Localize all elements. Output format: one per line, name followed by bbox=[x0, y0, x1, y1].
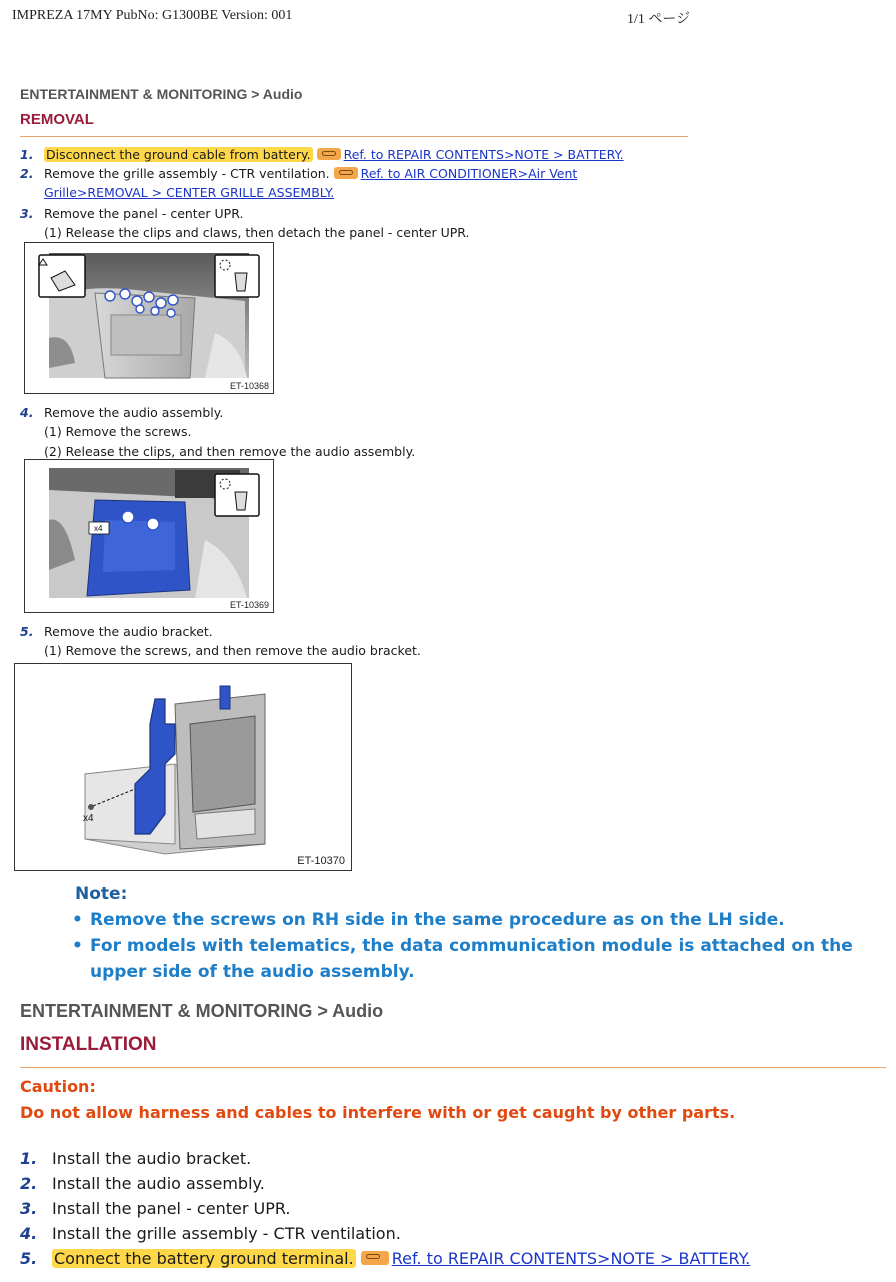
caution-title: Caution: bbox=[20, 1077, 96, 1096]
removal-step-4-substep-1: (1) Remove the screws. bbox=[44, 424, 192, 439]
reference-link-battery[interactable]: Ref. to REPAIR CONTENTS>NOTE > BATTERY. bbox=[391, 1249, 751, 1268]
step-text: Install the audio bracket. bbox=[52, 1149, 252, 1168]
figure-audio-assembly bbox=[24, 459, 274, 613]
install-step-2 bbox=[20, 1171, 265, 1196]
step-text: Install the grille assembly - CTR ventilation. bbox=[52, 1224, 401, 1243]
figure-id: ET-10368 bbox=[229, 381, 269, 391]
figure-id: ET-10370 bbox=[297, 855, 345, 867]
install-step-4 bbox=[20, 1221, 401, 1246]
removal-step-5-substep-1: (1) Remove the screws, and then remove the audio bracket. bbox=[44, 643, 421, 658]
install-step-1 bbox=[20, 1146, 251, 1171]
audio-bracket-illustration bbox=[15, 664, 351, 870]
step-text: Remove the grille assembly - CTR ventilation. bbox=[44, 166, 330, 181]
install-step-5 bbox=[20, 1246, 750, 1271]
step-text-highlighted: Connect the battery ground terminal. bbox=[54, 1249, 354, 1268]
reference-link-grille-assembly[interactable]: Grille>REMOVAL > CENTER GRILLE ASSEMBLY. bbox=[44, 185, 335, 200]
section-divider bbox=[20, 1067, 886, 1068]
removal-step-2 bbox=[20, 164, 577, 183]
removal-step-4 bbox=[20, 403, 223, 422]
step-text: Install the audio assembly. bbox=[52, 1174, 265, 1193]
note-item-2 bbox=[72, 933, 853, 959]
reference-link-icon bbox=[361, 1251, 389, 1265]
removal-step-3 bbox=[20, 204, 243, 223]
step-number: 5. bbox=[20, 624, 34, 639]
step-number: 3. bbox=[20, 1199, 38, 1218]
step-text: Remove the audio assembly. bbox=[44, 405, 224, 420]
removal-step-1 bbox=[20, 145, 624, 164]
audio-assembly-illustration bbox=[25, 460, 273, 612]
breadcrumb: ENTERTAINMENT & MONITORING > Audio bbox=[20, 86, 303, 102]
step-text: Remove the panel - center UPR. bbox=[44, 206, 244, 221]
note-title: Note: bbox=[75, 884, 128, 904]
caution-text: Do not allow harness and cables to interfere with or get caught by other parts. bbox=[20, 1103, 736, 1122]
breadcrumb: ENTERTAINMENT & MONITORING > Audio bbox=[20, 1001, 384, 1021]
step-number: 1. bbox=[20, 1149, 38, 1168]
removal-step-3-substep-1: (1) Release the clips and claws, then detach the panel - center UPR. bbox=[44, 225, 470, 240]
note-text: Remove the screws on RH side in the same procedure as on the LH side. bbox=[90, 910, 785, 930]
section-title-installation: INSTALLATION bbox=[20, 1034, 157, 1055]
page-number: 1/1 ページ bbox=[627, 12, 691, 27]
step-number: 3. bbox=[20, 206, 34, 221]
removal-step-4-substep-2: (2) Release the clips, and then remove the audio assembly. bbox=[44, 444, 416, 459]
step-number: 5. bbox=[20, 1249, 38, 1268]
note-item-1 bbox=[72, 907, 785, 933]
figure-id: ET-10369 bbox=[229, 600, 269, 610]
reference-link-icon bbox=[317, 148, 341, 160]
reference-link-battery[interactable]: Ref. to REPAIR CONTENTS>NOTE > BATTERY. bbox=[343, 147, 624, 162]
removal-step-2-continued bbox=[44, 183, 334, 202]
step-number: 4. bbox=[20, 1224, 38, 1243]
step-number: 2. bbox=[20, 1174, 38, 1193]
note-item-2-continued: upper side of the audio assembly. bbox=[90, 962, 415, 982]
removal-step-5 bbox=[20, 622, 213, 641]
figure-center-panel bbox=[24, 242, 274, 394]
bullet-icon: • bbox=[72, 910, 83, 930]
step-number: 4. bbox=[20, 405, 34, 420]
bullet-icon: • bbox=[72, 936, 83, 956]
step-number: 2. bbox=[20, 166, 34, 181]
document-info: IMPREZA 17MY PubNo: G1300BE Version: 001 bbox=[12, 8, 293, 23]
section-title-removal: REMOVAL bbox=[20, 111, 94, 128]
screw-count-label: x4 bbox=[83, 813, 94, 824]
section-divider bbox=[20, 136, 688, 137]
step-text: Install the panel - center UPR. bbox=[52, 1199, 291, 1218]
note-text: For models with telematics, the data communication module is attached on the bbox=[90, 936, 853, 956]
figure-audio-bracket bbox=[14, 663, 352, 871]
reference-link-air-vent[interactable]: Ref. to AIR CONDITIONER>Air Vent bbox=[360, 166, 578, 181]
step-number: 1. bbox=[20, 147, 34, 162]
reference-link-icon bbox=[334, 167, 358, 179]
center-panel-illustration bbox=[25, 243, 273, 393]
screw-count-label: x4 bbox=[94, 524, 103, 533]
step-text: Remove the audio bracket. bbox=[44, 624, 213, 639]
step-text-highlighted: Disconnect the ground cable from battery. bbox=[46, 147, 311, 162]
install-step-3 bbox=[20, 1196, 290, 1221]
